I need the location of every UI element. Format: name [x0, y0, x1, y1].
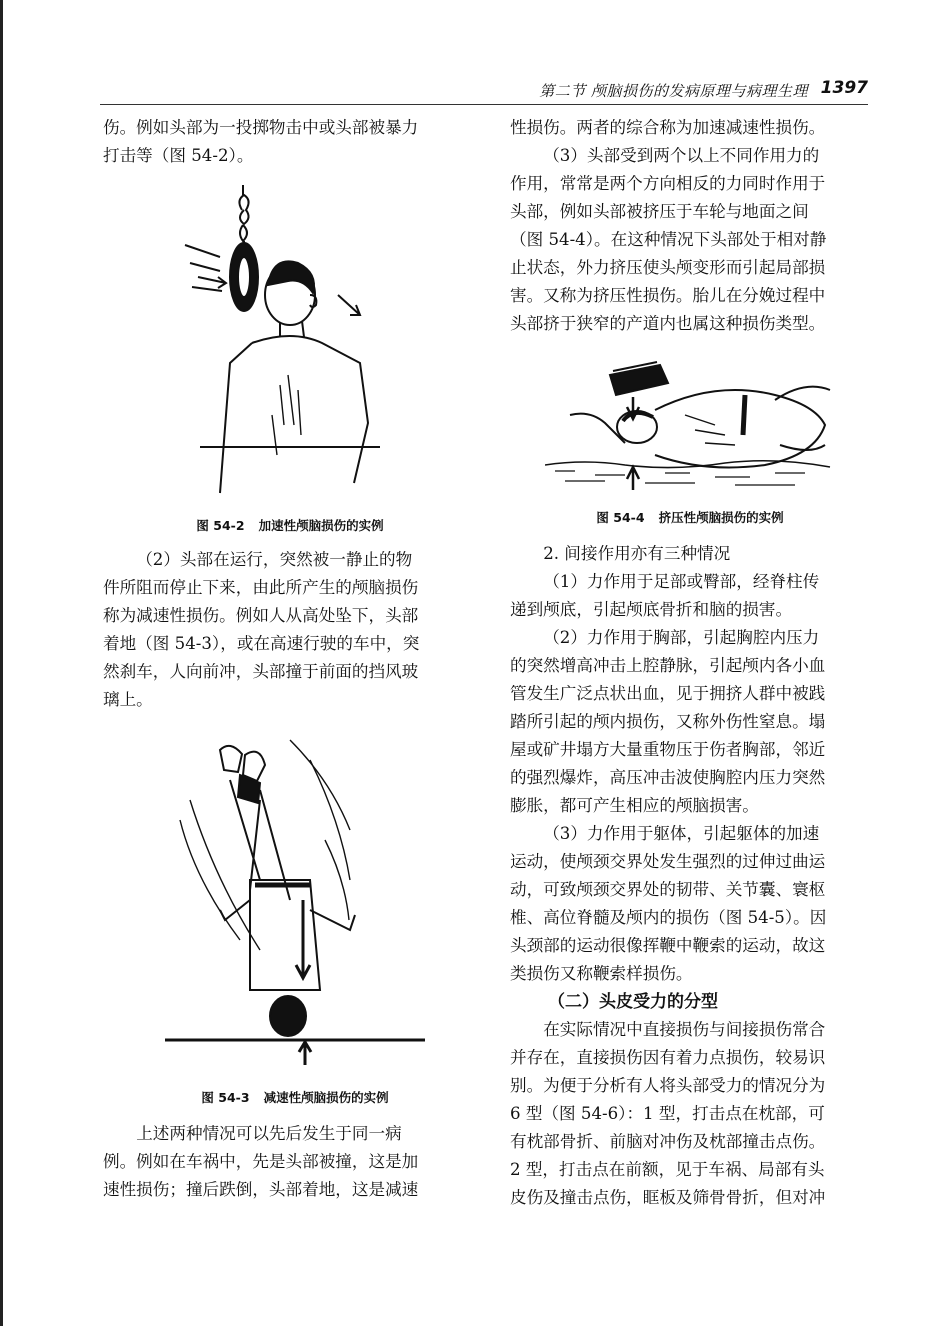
text-line: 头部挤于狭窄的产道内也属这种损伤类型。: [510, 314, 826, 333]
ground-hatch: [555, 471, 805, 485]
text-line: 止状态，外力挤压使头颅变形而引起局部损: [510, 258, 826, 277]
figure-title: 挤压性颅脑损伤的实例: [658, 510, 784, 525]
belt: [743, 395, 745, 435]
text-line: 性损伤。两者的综合称为加速减速性损伤。: [510, 118, 826, 137]
ground-arrow-up: [299, 1042, 311, 1065]
figure-54-2-image: [180, 185, 390, 495]
chain-hook: [239, 195, 248, 241]
right-para-5: [510, 624, 870, 820]
figure-54-4-caption: [545, 508, 835, 526]
text-line: 别。为便于分析有人将头部受力的情况分为: [510, 1076, 826, 1095]
text-line: 椎、高位脊髓及颅内的损伤（图 54-5）。因: [510, 908, 827, 927]
shirt-shading: [272, 375, 301, 455]
left-para-3: [103, 1120, 471, 1204]
text-line: 运动，使颅颈交界处发生强烈的过伸过曲运: [510, 852, 826, 871]
right-para-1: [510, 114, 870, 142]
text-line: 打击等（图 54-2）。: [103, 146, 254, 165]
figure-label: 图 54-2: [196, 518, 245, 533]
right-para-6: [510, 820, 870, 988]
arrow-left: [198, 277, 226, 288]
text-line: 6 型（图 54-6）：1 型，打击点在枕部，可: [510, 1104, 825, 1123]
text-line: 头颈部的运动很像挥鞭中鞭索的运动，故这: [510, 936, 826, 955]
right-subheading-block: [510, 988, 870, 1016]
text-line: 上述两种情况可以先后发生于同一病: [136, 1124, 402, 1143]
text-line: 管发生广泛点状出血，见于拥挤人群中被践: [510, 684, 826, 703]
arrow-up: [627, 467, 639, 490]
text-line: （2）头部在运行，突然被一静止的物: [136, 550, 413, 569]
text-line: （3）头部受到两个以上不同作用力的: [543, 146, 820, 165]
motion-line: [180, 820, 240, 940]
motion-line: [290, 740, 350, 830]
figure-54-3-image: [160, 720, 430, 1070]
section-title: 第二节 颅脑损伤的发病原理与病理生理: [539, 82, 808, 100]
text-line: （3）力作用于躯体，引起躯体的加速: [543, 824, 820, 843]
text-line: （图 54-4）。在这种情况下头部处于相对静: [510, 230, 827, 249]
text-line: （2）力作用于胸部，引起胸腔内压力: [543, 628, 820, 647]
text-line: 例。例如在车祸中，先是头部被撞，这是加: [103, 1152, 419, 1171]
text-line: 在实际情况中直接损伤与间接损伤常合: [543, 1020, 826, 1039]
text-line: 作用，常常是两个方向相反的力同时作用于: [510, 174, 826, 193]
motion-line: [185, 245, 220, 257]
text-line: 踏所引起的颅内损伤，又称外伤性窒息。塌: [510, 712, 826, 731]
figure-title: 减速性颅脑损伤的实例: [263, 1090, 389, 1105]
subheading: （二）头皮受力的分型: [548, 992, 718, 1012]
figure-54-2-caption: [160, 516, 420, 534]
hair: [268, 261, 314, 293]
text-line: 并存在，直接损伤因有着力点损伤，较易识: [510, 1048, 826, 1067]
text-line: 速性损伤；撞后跌倒，头部着地，这是减速: [103, 1180, 419, 1199]
right-para-2: [510, 142, 870, 338]
text-line: 伤。例如头部为一投掷物击中或头部被暴力: [103, 118, 419, 137]
hair: [623, 413, 653, 421]
text-line: 璃上。: [103, 690, 153, 709]
motion-arrow-down: [296, 900, 310, 978]
scan-edge-line: [0, 0, 3, 1326]
body: [655, 390, 825, 467]
figure-title: 加速性颅脑损伤的实例: [258, 518, 384, 533]
text-line: 2 型，打击点在前额，见于车祸、局部有头: [510, 1160, 825, 1179]
head: [270, 996, 306, 1036]
left-para-1: [103, 114, 471, 170]
text-line: 屋或矿井塌方大量重物压于伤者胸部，邻近: [510, 740, 826, 759]
text-line: 类损伤又称鞭索样损伤。: [510, 964, 693, 983]
text-line: 的强烈爆炸，高压冲击波使胸腔内压力突然: [510, 768, 826, 787]
right-para-7: [510, 1016, 870, 1212]
text-line: 2. 间接作用亦有三种情况: [543, 544, 731, 563]
running-header: [100, 78, 868, 105]
text-line: 称为减速性损伤。例如人从高处坠下，头部: [103, 606, 419, 625]
arrow-right: [338, 295, 360, 315]
page-number: 1397: [820, 78, 868, 98]
figure-54-3-caption: [160, 1088, 430, 1106]
figure-54-4-image: [545, 355, 835, 495]
motion-line: [310, 760, 350, 880]
figure-label: 图 54-3: [201, 1090, 250, 1105]
text-line: 有枕部骨折、前脑对冲伤及枕部撞击点伤。: [510, 1132, 826, 1151]
text-line: 膨胀，都可产生相应的颅脑损害。: [510, 796, 759, 815]
text-line: 的突然增高冲击上腔静脉，引起颅内各小血: [510, 656, 826, 675]
figure-label: 图 54-4: [596, 510, 645, 525]
shirt: [220, 336, 368, 493]
motion-line: [192, 287, 222, 291]
right-para-3: [510, 540, 870, 568]
foot: [220, 746, 242, 772]
arm: [220, 900, 355, 930]
motion-line: [190, 263, 220, 271]
text-line: 着地（图 54-3），或在高速行驶的车中，突: [103, 634, 420, 653]
text-line: 件所阻而停止下来，由此所产生的颅脑损伤: [103, 578, 419, 597]
right-para-4: [510, 568, 870, 624]
text-line: 递到颅底，引起颅底骨折和脑的损害。: [510, 600, 793, 619]
text-line: 害。又称为挤压性损伤。胎儿在分娩过程中: [510, 286, 826, 305]
text-line: 头部，例如头部被挤压于车轮与地面之间: [510, 202, 809, 221]
torso: [250, 880, 320, 990]
text-line: 然刹车，人向前冲，头部撞于前面的挡风玻: [103, 662, 419, 681]
text-line: （1）力作用于足部或臀部，经脊柱传: [543, 572, 820, 591]
weight-highlight: [238, 257, 250, 297]
left-para-2: [103, 546, 471, 714]
body-shading: [685, 415, 735, 445]
text-line: 动，可致颅颈交界处的韧带、关节囊、寰枢: [510, 880, 826, 899]
motion-line: [325, 840, 349, 920]
text-line: 皮伤及撞击点伤，眶板及筛骨骨折，但对冲: [510, 1188, 826, 1207]
